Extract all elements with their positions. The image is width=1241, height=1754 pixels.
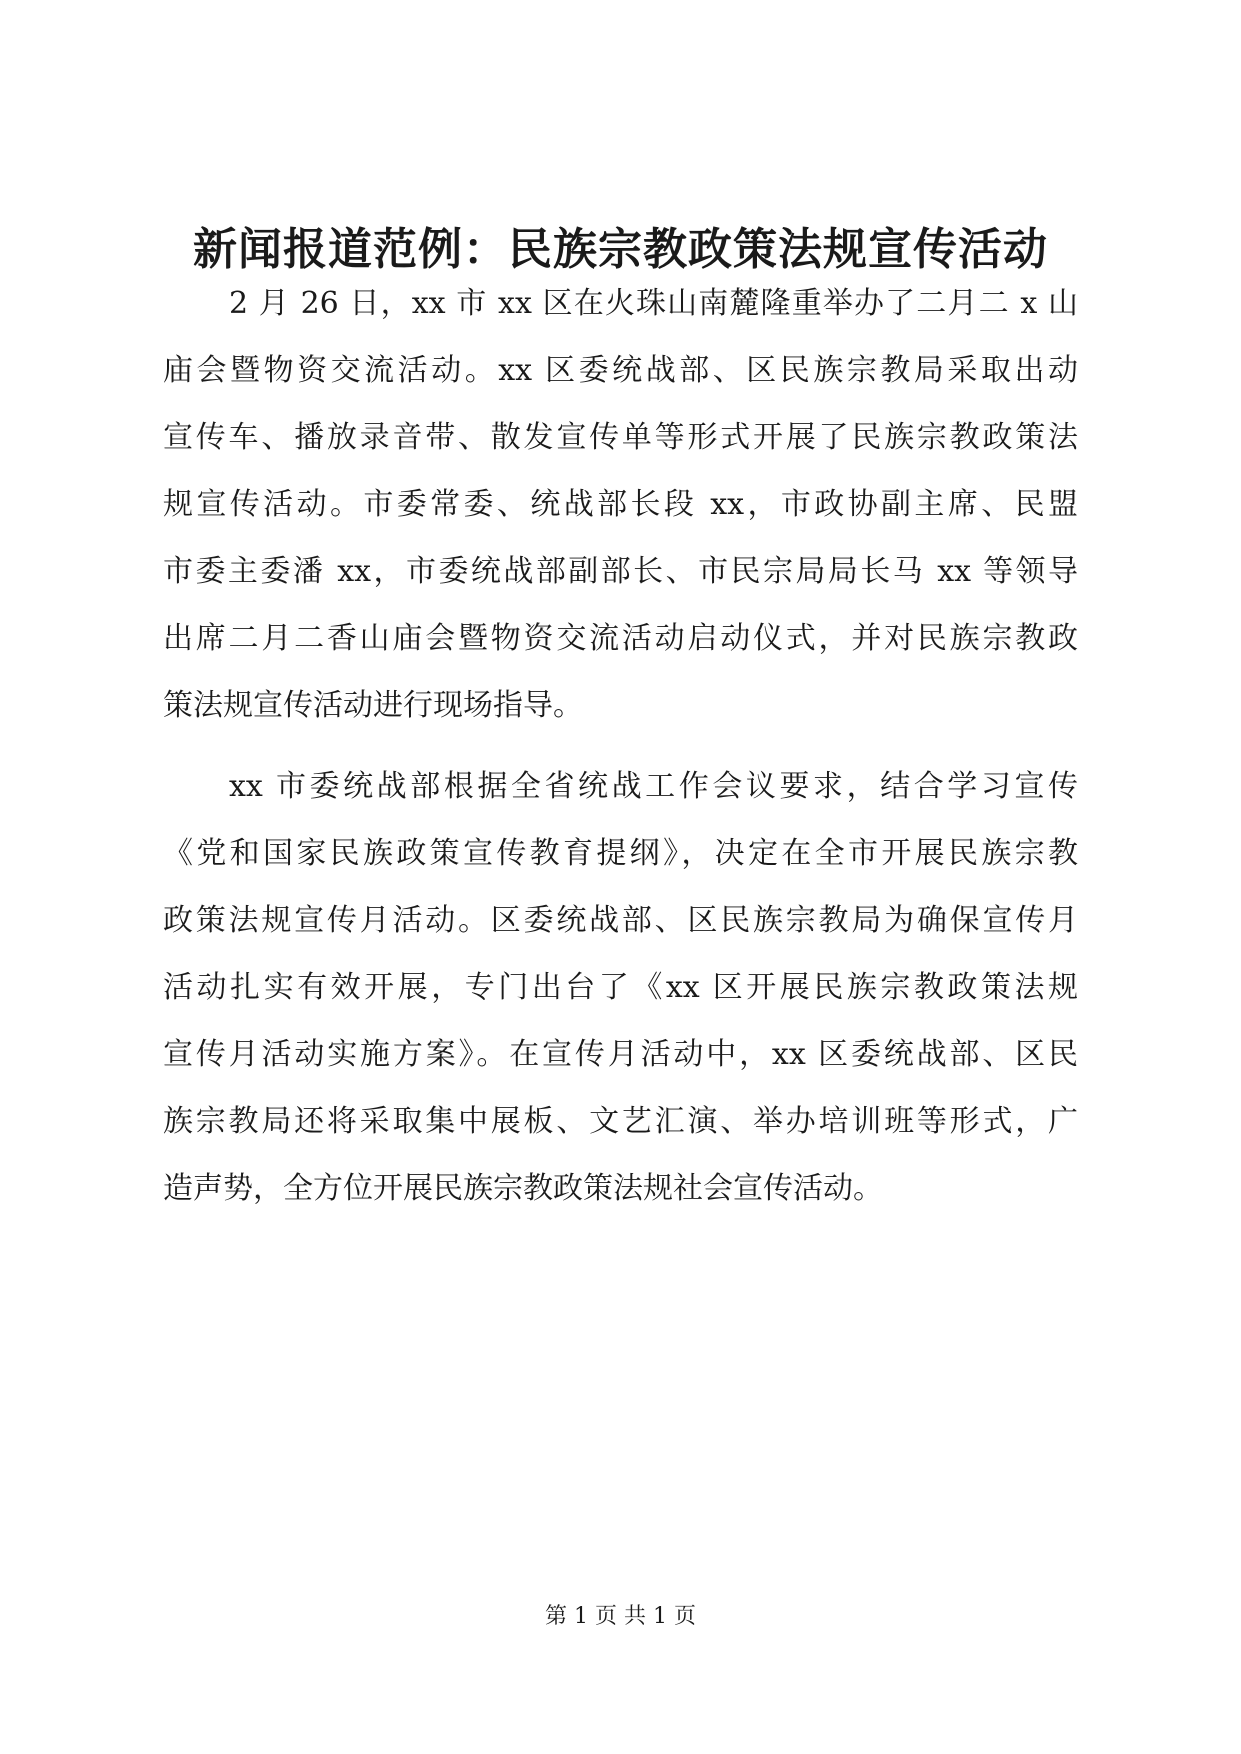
text-line: xx 市委统战部根据全省统战工作会议要求，结合学习宣传: [229, 769, 1078, 804]
paragraph-2: [163, 753, 1078, 1222]
text-line: 造声势，全方位开展民族宗教政策法规社会宣传活动。: [163, 1171, 883, 1206]
paragraph-spacing: [163, 739, 1078, 753]
text-line: 《党和国家民族政策宣传教育提纲》，决定在全市开展民族宗教: [163, 836, 1078, 871]
text-line: 宣传车、播放录音带、散发宣传单等形式开展了民族宗教政策法: [163, 420, 1078, 455]
text-line: 市委主委潘 xx，市委统战部副部长、市民宗局局长马 xx 等领导: [163, 554, 1078, 589]
text-line: 出席二月二香山庙会暨物资交流活动启动仪式，并对民族宗教政: [163, 621, 1078, 656]
text-line: 活动扎实有效开展，专门出台了《xx 区开展民族宗教政策法规: [163, 970, 1078, 1005]
paragraph-1: [163, 270, 1078, 739]
text-line: 政策法规宣传月活动。区委统战部、区民族宗教局为确保宣传月: [163, 903, 1078, 938]
text-line: 庙会暨物资交流活动。xx 区委统战部、区民族宗教局采取出动: [163, 353, 1078, 388]
text-line: 宣传月活动实施方案》。在宣传月活动中，xx 区委统战部、区民: [163, 1037, 1078, 1072]
text-line: 规宣传活动。市委常委、统战部长段 xx，市政协副主席、民盟: [163, 487, 1078, 522]
text-line: 策法规宣传活动进行现场指导。: [163, 688, 583, 723]
text-line: 2 月 26 日，xx 市 xx 区在火珠山南麓隆重举办了二月二 x 山: [229, 286, 1078, 321]
document-title: 新闻报道范例：民族宗教政策法规宣传活动: [193, 224, 1048, 275]
page-number-footer: 第 1 页 共 1 页: [545, 1604, 696, 1629]
text-line: 族宗教局还将采取集中展板、文艺汇演、举办培训班等形式，广: [163, 1104, 1078, 1139]
document-body: [163, 270, 1078, 1222]
